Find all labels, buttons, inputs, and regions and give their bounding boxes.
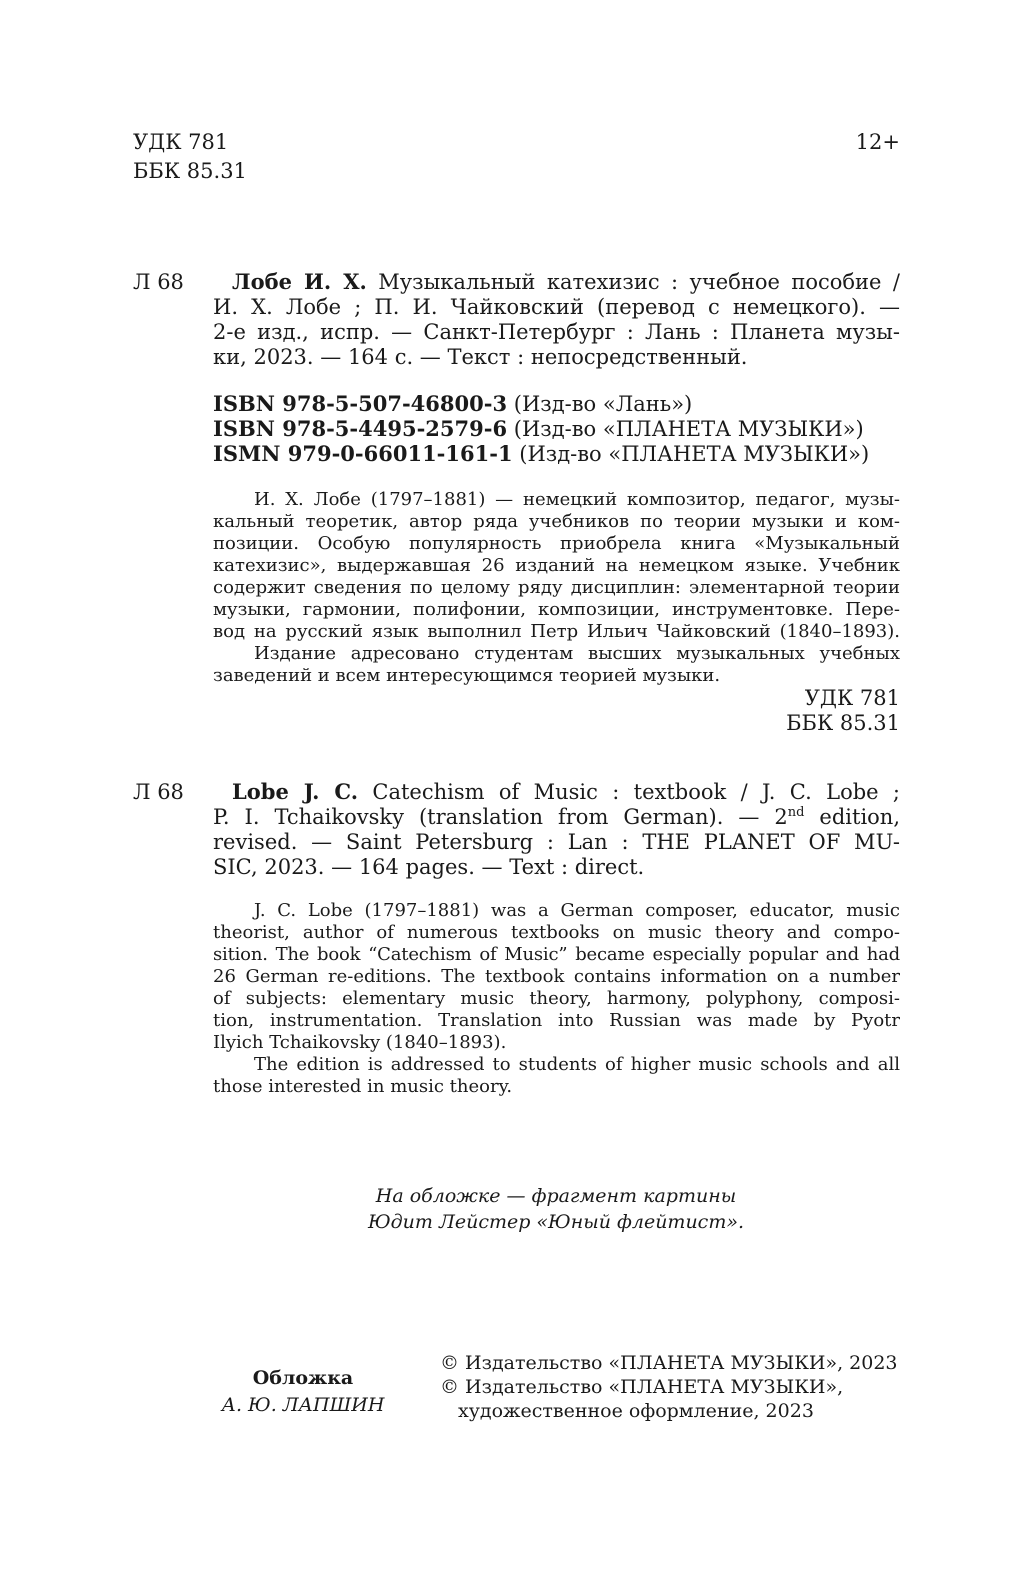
- en-entry-line-2: [213, 805, 900, 829]
- ru-abstract-line: кальный теоретик, автор ряда учебников по теории музыки и ком-: [213, 511, 900, 532]
- age-rating: 12+: [855, 130, 900, 154]
- isbn-publisher: (Изд-во «ПЛАНЕТА МУЗЫКИ»): [513, 417, 864, 441]
- ru-entry-line-3: 2-е изд., испр. — Санкт-Петербург : Лань : Планета музы-: [213, 320, 900, 344]
- en-entry-line-3: revised. — Saint Petersburg : Lan : THE PLANET OF MU-: [213, 830, 900, 854]
- ru-title: Музыкальный катехизис : учебное пособие /: [378, 270, 900, 294]
- cover-note-line-1: На обложке — фрагмент картины: [375, 1185, 737, 1207]
- en-title: Catechism of Music : textbook / J. C. Lobe ;: [372, 780, 900, 804]
- ru-bbk: ББК 85.31: [786, 711, 900, 735]
- cover-credit-name: А. Ю. ЛАПШИН: [221, 1394, 385, 1416]
- udk-code: УДК 781: [133, 130, 229, 154]
- copyright-line-2: © Издательство «ПЛАНЕТА МУЗЫКИ»,: [440, 1376, 844, 1398]
- ismn-code: ISMN 979-0-66011-161-1: [213, 441, 513, 466]
- en-abstract-line: sition. The book “Catechism of Music” became especially popular and had: [213, 944, 900, 965]
- en-edition-superscript: nd: [787, 805, 805, 820]
- ru-abstract-line: вод на русский язык выполнил Петр Ильич Чайковский (1840–1893).: [213, 621, 900, 642]
- ru-abstract-line: позиции. Особую популярность приобрела книга «Музыкальный: [213, 533, 900, 554]
- cover-note-line-2: Юдит Лейстер «Юный флейтист».: [367, 1211, 745, 1233]
- ismn-row: [213, 442, 869, 466]
- isbn-row-2: [213, 417, 864, 441]
- en-abstract-line: tion, instrumentation. Translation into Russian was made by Pyotr: [213, 1010, 900, 1031]
- ru-abstract-line: Издание адресовано студентам высших музыкальных учебных: [254, 643, 900, 664]
- ru-entry-line-4: ки, 2023. — 164 с. — Текст : непосредственный.: [213, 345, 748, 369]
- en-abstract-line: theorist, author of numerous textbooks on music theory and compo-: [213, 922, 900, 943]
- isbn-code: ISBN 978-5-4495-2579-6: [213, 416, 508, 441]
- ru-abstract-line: музыки, гармонии, полифонии, композиции, инструментовке. Пере-: [213, 599, 900, 620]
- ru-entry-line-2: И. Х. Лобе ; П. И. Чайковский (перевод с немецкого). —: [213, 295, 900, 319]
- ru-abstract-line: содержит сведения по целому ряду дисциплин: элементарной теории: [213, 577, 900, 598]
- en-abstract-line: 26 German re-editions. The textbook contains information on a number: [213, 966, 900, 987]
- en-author: Lobe J. C.: [232, 779, 359, 804]
- copyright-line-3: художественное оформление, 2023: [458, 1400, 814, 1422]
- ru-abstract-line: заведений и всем интересующимся теорией музыки.: [213, 665, 721, 686]
- en-abstract-line: of subjects: elementary music theory, harmony, polyphony, composi-: [213, 988, 900, 1009]
- ru-entry-line-1: [232, 270, 900, 294]
- en-abstract-line: J. C. Lobe (1797–1881) was a German composer, educator, music: [254, 900, 900, 921]
- ru-abstract-line: И. Х. Лобе (1797–1881) — немецкий композитор, педагог, музы-: [254, 489, 900, 510]
- isbn-publisher: (Изд-во «Лань»): [513, 392, 693, 416]
- isbn-publisher: (Изд-во «ПЛАНЕТА МУЗЫКИ»): [519, 442, 870, 466]
- en-entry-line-4: SIC, 2023. — 164 pages. — Text : direct.: [213, 855, 645, 879]
- ru-abstract-line: катехизис», выдержавшая 26 изданий на немецком языке. Учебник: [213, 555, 900, 576]
- en-abstract-line: those interested in music theory.: [213, 1076, 513, 1097]
- cover-credit-label: Обложка: [252, 1367, 354, 1389]
- en-abstract-line: Ilyich Tchaikovsky (1840–1893).: [213, 1032, 507, 1053]
- isbn-code: ISBN 978-5-507-46800-3: [213, 391, 508, 416]
- ru-author: Лобе И. Х.: [232, 269, 367, 294]
- copyright-line-1: © Издательство «ПЛАНЕТА МУЗЫКИ», 2023: [440, 1352, 898, 1374]
- en-abstract-line: The edition is addressed to students of higher music schools and all: [254, 1054, 900, 1075]
- bbk-code: ББК 85.31: [133, 159, 247, 183]
- en-author-code: Л 68: [133, 780, 184, 804]
- en-entry-line-1: [232, 780, 900, 804]
- ru-author-code: Л 68: [133, 270, 184, 294]
- en-entry-text: edition,: [804, 805, 901, 829]
- ru-udk: УДК 781: [804, 686, 900, 710]
- isbn-row-1: [213, 392, 692, 416]
- en-entry-text: P. I. Tchaikovsky (translation from German). — 2: [213, 805, 788, 829]
